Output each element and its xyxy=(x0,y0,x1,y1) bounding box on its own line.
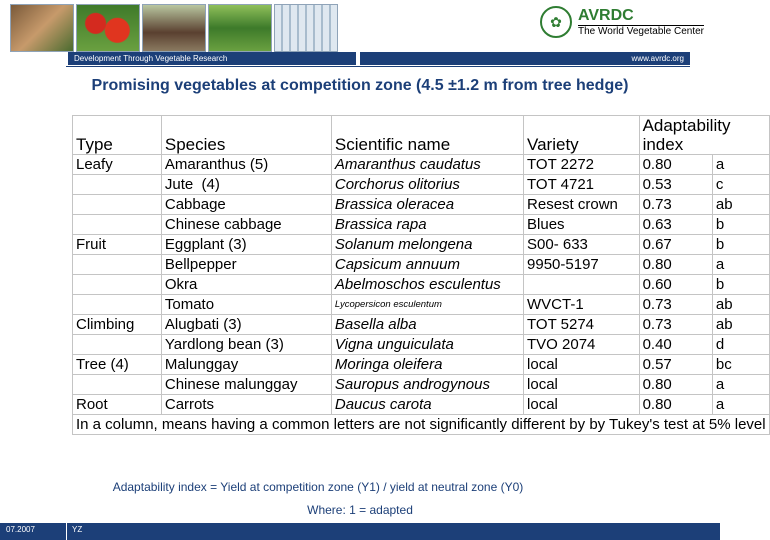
cell-variety: local xyxy=(524,355,640,375)
cell-type xyxy=(73,335,162,355)
page-title: Promising vegetables at competition zone (4.5 ±1.2 m from tree hedge) xyxy=(91,77,629,94)
table-row xyxy=(73,355,770,375)
header-scientific: Scientific name xyxy=(331,116,523,155)
cell-type xyxy=(73,295,162,315)
photo-lab-tubes xyxy=(274,4,338,52)
table-row xyxy=(73,315,770,335)
cell-index: 0.40 xyxy=(639,335,712,355)
cell-type: Fruit xyxy=(73,235,162,255)
header-photo-strip xyxy=(10,4,338,50)
table-row xyxy=(73,215,770,235)
logo-subtitle: The World Vegetable Center xyxy=(578,25,705,37)
cell-scientific: Moringa oleifera xyxy=(331,355,523,375)
cell-type xyxy=(73,275,162,295)
cell-species: Malunggay xyxy=(161,355,331,375)
cell-type xyxy=(73,215,162,235)
cell-scientific: Brassica oleracea xyxy=(331,195,523,215)
table-row xyxy=(73,235,770,255)
site-url: www.avrdc.org xyxy=(360,52,690,65)
cell-letter: bc xyxy=(712,355,769,375)
cell-scientific: Corchorus olitorius xyxy=(331,175,523,195)
cell-index: 0.80 xyxy=(639,395,712,415)
footer-initials: YZ xyxy=(72,525,83,534)
header-species: Species xyxy=(161,116,331,155)
cell-scientific: Lycopersicon esculentum xyxy=(331,295,523,315)
cell-variety: WVCT-1 xyxy=(524,295,640,315)
cell-letter: ab xyxy=(712,295,769,315)
cell-species: Eggplant (3) xyxy=(161,235,331,255)
cell-variety: TOT 4721 xyxy=(524,175,640,195)
header-adaptability-label: Adaptability index xyxy=(642,116,731,154)
cell-letter: b xyxy=(712,235,769,255)
photo-tomatoes xyxy=(76,4,140,52)
cell-index: 0.63 xyxy=(639,215,712,235)
cell-scientific: Daucus carota xyxy=(331,395,523,415)
cell-variety: Resest crown xyxy=(524,195,640,215)
cell-letter: c xyxy=(712,175,769,195)
cell-letter: a xyxy=(712,155,769,175)
cell-index: 0.80 xyxy=(639,375,712,395)
cell-species: Jute (4) xyxy=(161,175,331,195)
cell-letter: b xyxy=(712,275,769,295)
cell-scientific: Vigna unguiculata xyxy=(331,335,523,355)
photo-kids-group xyxy=(142,4,206,52)
cell-type xyxy=(73,375,162,395)
cell-letter: ab xyxy=(712,195,769,215)
cell-type xyxy=(73,175,162,195)
cell-variety: TVO 2074 xyxy=(524,335,640,355)
table-note-row xyxy=(73,415,770,435)
cell-letter: b xyxy=(712,215,769,235)
header-variety: Variety xyxy=(524,116,640,155)
cell-type: Leafy xyxy=(73,155,162,175)
cell-index: 0.53 xyxy=(639,175,712,195)
cell-scientific: Capsicum annuum xyxy=(331,255,523,275)
cell-variety xyxy=(524,275,640,295)
cell-letter: a xyxy=(712,395,769,415)
photo-children xyxy=(10,4,74,52)
cell-index: 0.73 xyxy=(639,195,712,215)
table-row xyxy=(73,335,770,355)
cell-index: 0.60 xyxy=(639,275,712,295)
table-row xyxy=(73,155,770,175)
footer-bar xyxy=(0,523,720,540)
table-row xyxy=(73,175,770,195)
table-header-row xyxy=(73,116,770,155)
cell-species: Tomato xyxy=(161,295,331,315)
cell-index: 0.67 xyxy=(639,235,712,255)
cell-variety: 9950-5197 xyxy=(524,255,640,275)
footer-divider xyxy=(66,523,67,540)
cell-scientific: Basella alba xyxy=(331,315,523,335)
cell-species: Alugbati (3) xyxy=(161,315,331,335)
cell-species: Cabbage xyxy=(161,195,331,215)
cell-species: Okra xyxy=(161,275,331,295)
leaf-icon: ✿ xyxy=(540,6,572,38)
cell-letter: a xyxy=(712,255,769,275)
table-footnote: In a column, means having a common letters are not significantly different by by Tukey's test at 5% level xyxy=(73,415,770,435)
cell-index: 0.73 xyxy=(639,315,712,335)
cell-letter: ab xyxy=(712,315,769,335)
cell-variety: Blues xyxy=(524,215,640,235)
header-rule xyxy=(66,66,690,67)
vegetable-table xyxy=(72,115,770,435)
table-row xyxy=(73,375,770,395)
cell-letter: a xyxy=(712,375,769,395)
cell-scientific: Brassica rapa xyxy=(331,215,523,235)
cell-variety: local xyxy=(524,395,640,415)
table-row xyxy=(73,195,770,215)
cell-species: Bellpepper xyxy=(161,255,331,275)
table-row xyxy=(73,395,770,415)
cell-variety: local xyxy=(524,375,640,395)
cell-species: Chinese malunggay xyxy=(161,375,331,395)
cell-index: 0.73 xyxy=(639,295,712,315)
cell-species: Carrots xyxy=(161,395,331,415)
cell-type: Tree (4) xyxy=(73,355,162,375)
cell-type xyxy=(73,255,162,275)
cell-variety: S00- 633 xyxy=(524,235,640,255)
footer-date: 07.2007 xyxy=(6,525,35,534)
cell-type: Root xyxy=(73,395,162,415)
cell-index: 0.80 xyxy=(639,155,712,175)
cell-species: Amaranthus (5) xyxy=(161,155,331,175)
table-row xyxy=(73,275,770,295)
table-row xyxy=(73,255,770,275)
header-type: Type xyxy=(73,116,162,155)
table-row xyxy=(73,295,770,315)
cell-type: Climbing xyxy=(73,315,162,335)
cell-letter: d xyxy=(712,335,769,355)
cell-variety: TOT 2272 xyxy=(524,155,640,175)
logo-name: AVRDC xyxy=(578,6,634,24)
cell-scientific: Abelmoschos esculentus xyxy=(331,275,523,295)
formula-text: Adaptability index = Yield at competition zone (Y1) / yield at neutral zone (Y0) xyxy=(112,480,524,494)
cell-species: Yardlong bean (3) xyxy=(161,335,331,355)
cell-variety: TOT 5274 xyxy=(524,315,640,335)
cell-index: 0.80 xyxy=(639,255,712,275)
cell-scientific: Amaranthus caudatus xyxy=(331,155,523,175)
header-banner: Development Through Vegetable Research xyxy=(68,52,356,65)
cell-scientific: Sauropus androgynous xyxy=(331,375,523,395)
avrdc-logo xyxy=(540,6,704,38)
where-text: Where: 1 = adapted xyxy=(307,503,413,517)
photo-field xyxy=(208,4,272,52)
cell-species: Chinese cabbage xyxy=(161,215,331,235)
header-adaptability xyxy=(639,116,769,155)
cell-scientific: Solanum melongena xyxy=(331,235,523,255)
cell-index: 0.57 xyxy=(639,355,712,375)
cell-type xyxy=(73,195,162,215)
